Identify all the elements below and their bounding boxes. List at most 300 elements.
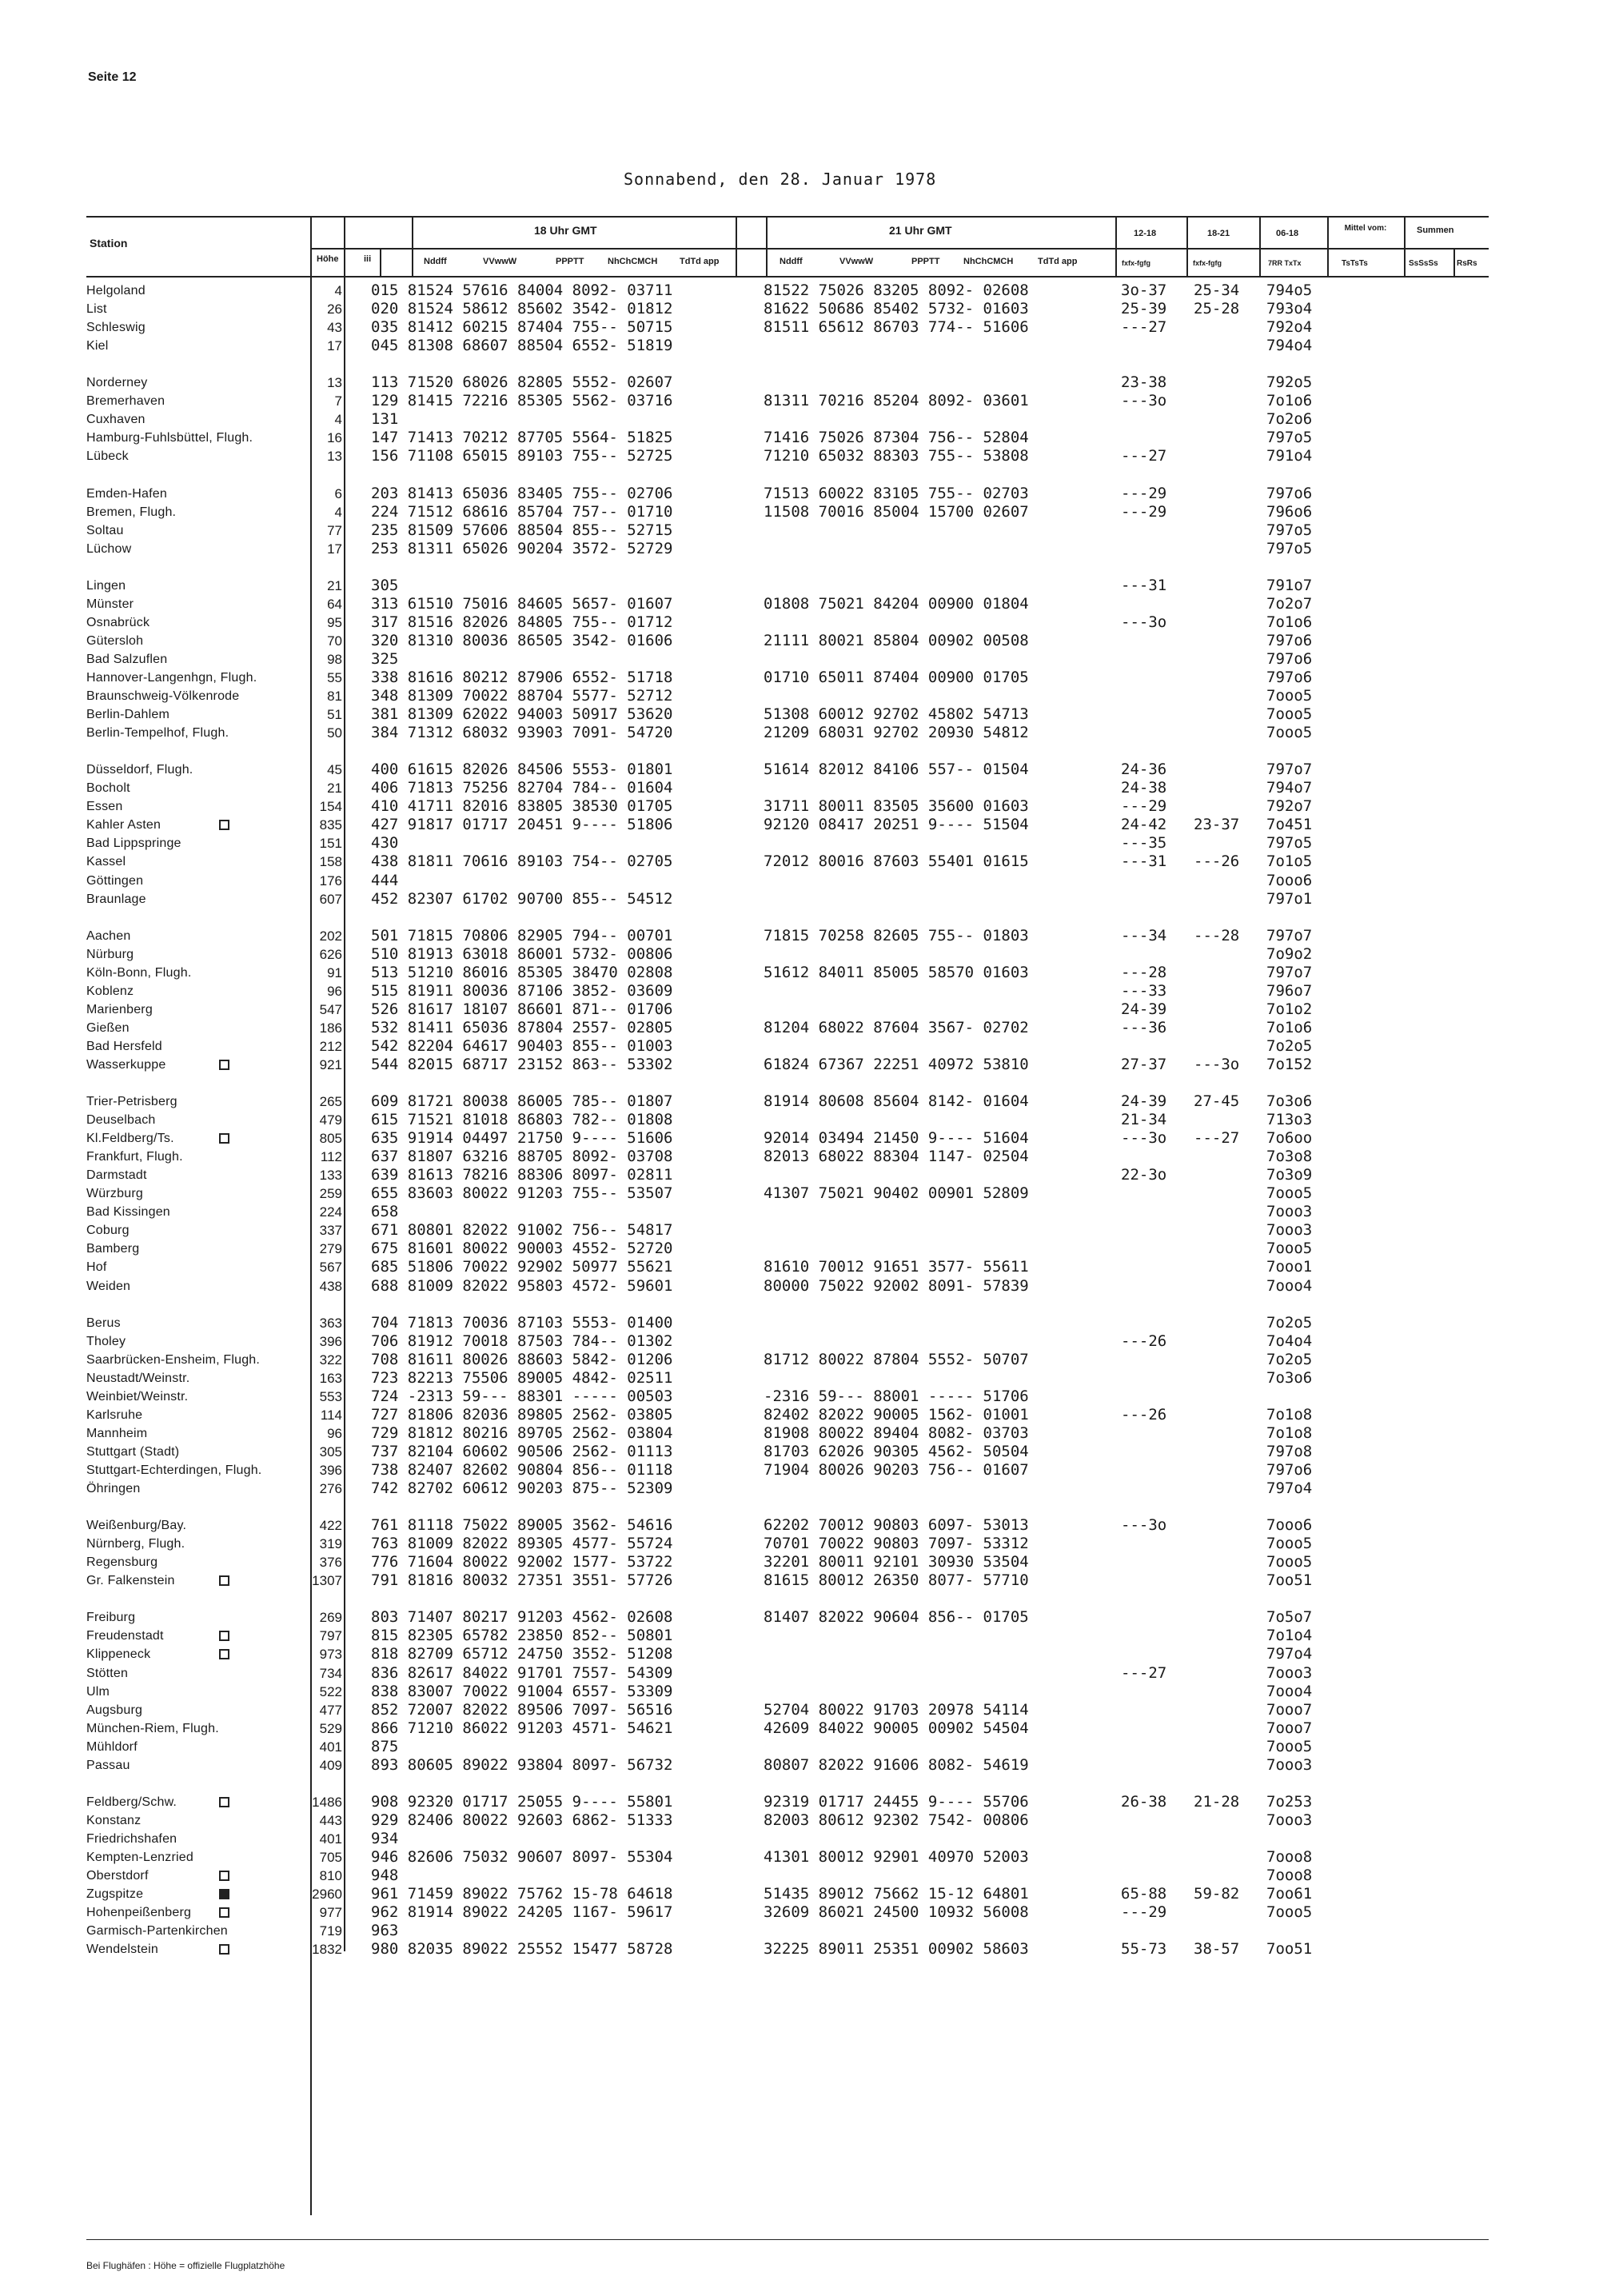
rule — [1115, 216, 1117, 276]
obs-21-gmt: 82013 68022 88304 1147- 02504 — [764, 1148, 1029, 1166]
station-height: 158 — [319, 854, 342, 870]
wind-18-21: 25-34 — [1194, 282, 1240, 299]
obs-18-gmt: 113 71520 68026 82805 5552- 02607 — [371, 373, 673, 392]
obs-21-gmt: 32201 80011 92101 30930 53504 — [764, 1553, 1029, 1571]
obs-18-gmt: 203 81413 65036 83405 755-- 02706 — [371, 484, 673, 502]
wind-12-18: ---26 — [1121, 1405, 1167, 1424]
obs-18-gmt: 224 71512 68616 85704 757-- 01710 — [371, 502, 673, 521]
wind-12-18: ---36 — [1121, 1018, 1167, 1036]
obs-18-gmt: 893 80605 89022 93804 8097- 56732 — [371, 1755, 673, 1774]
table-row — [0, 872, 1599, 890]
obs-21-gmt: 82402 82022 90005 1562- 01001 — [764, 1405, 1029, 1424]
station-height: 163 — [319, 1370, 342, 1386]
rule — [736, 216, 737, 276]
precip-temp-06-18: 7o6oo — [1266, 1129, 1313, 1148]
group-spacer — [0, 465, 1599, 484]
station-name: Stuttgart-Echterdingen, Flugh. — [86, 1463, 262, 1477]
header-iii: iii — [364, 254, 372, 264]
obs-21-gmt: 71904 80026 90203 756-- 01607 — [764, 1461, 1029, 1479]
table-row — [0, 429, 1599, 447]
wind-12-18: ---29 — [1121, 797, 1167, 816]
station-height: 2960 — [312, 1887, 342, 1903]
obs-18-gmt: 675 81601 80022 90003 4552- 52720 — [371, 1240, 673, 1258]
station-name: Gießen — [86, 1020, 130, 1035]
obs-18-gmt: 688 81009 82022 95803 4572- 59601 — [371, 1276, 673, 1295]
obs-21-gmt: 21209 68031 92702 20930 54812 — [764, 724, 1029, 742]
station-name: Freudenstadt — [86, 1629, 164, 1643]
station-height: 705 — [319, 1849, 342, 1865]
wind-12-18: 3o-37 — [1121, 282, 1167, 299]
table-row — [0, 1738, 1599, 1756]
obs-21-gmt: 82003 80612 92302 7542- 00806 — [764, 1811, 1029, 1829]
open-square-icon — [219, 1871, 229, 1881]
obs-18-gmt: 406 71813 75256 82704 784-- 01604 — [371, 779, 673, 797]
station-height: 438 — [319, 1278, 342, 1294]
open-square-icon — [219, 1907, 229, 1918]
station-name: Köln-Bonn, Flugh. — [86, 965, 192, 980]
precip-temp-06-18: 7oo51 — [1266, 1940, 1313, 1959]
obs-18-gmt: 723 82213 75506 89005 4842- 02511 — [371, 1368, 673, 1387]
precip-temp-06-18: 797o6 — [1266, 649, 1313, 668]
header-period: 12-18 — [1134, 229, 1157, 238]
table-row — [0, 632, 1599, 650]
precip-temp-06-18: 7o4o4 — [1266, 1332, 1313, 1350]
rule — [1259, 216, 1261, 276]
obs-18-gmt: 427 91817 01717 20451 9---- 51806 — [371, 816, 673, 834]
station-name: Konstanz — [86, 1813, 142, 1827]
precip-temp-06-18: 7o1o8 — [1266, 1424, 1313, 1442]
station-height: 133 — [319, 1168, 342, 1184]
station-height: 26 — [327, 301, 342, 317]
obs-21-gmt: 51612 84011 85005 58570 01603 — [764, 963, 1029, 981]
obs-18-gmt: 020 81524 58612 85602 3542- 01812 — [371, 300, 673, 318]
obs-18-gmt: 655 83603 80022 91203 755-- 53507 — [371, 1184, 673, 1203]
obs-18-gmt: 708 81611 80026 88603 5842- 01206 — [371, 1350, 673, 1368]
table-row — [0, 521, 1599, 540]
table-row — [0, 705, 1599, 724]
wind-18-21: 23-37 — [1194, 816, 1240, 834]
table-row — [0, 1111, 1599, 1129]
rule — [380, 248, 381, 276]
wind-12-18: 23-38 — [1121, 373, 1167, 392]
table-row — [0, 577, 1599, 595]
station-height: 77 — [327, 522, 342, 538]
table-row — [0, 1148, 1599, 1166]
header-col: VVwwW — [483, 257, 517, 266]
station-name: München-Riem, Flugh. — [86, 1721, 219, 1735]
station-height: 21 — [327, 577, 342, 593]
wind-12-18: 65-88 — [1121, 1885, 1167, 1903]
precip-temp-06-18: 792o7 — [1266, 797, 1313, 816]
wind-12-18: ---34 — [1121, 926, 1167, 944]
rule — [412, 216, 413, 276]
station-height: 396 — [319, 1333, 342, 1349]
obs-18-gmt: 815 82305 65782 23850 852-- 50801 — [371, 1627, 673, 1645]
station-name: Kiel — [86, 339, 109, 353]
group-spacer — [0, 1296, 1599, 1314]
table-row — [0, 927, 1599, 945]
station-height: 96 — [327, 1425, 342, 1441]
precip-temp-06-18: 7ooo3 — [1266, 1203, 1313, 1221]
obs-18-gmt: 980 82035 89022 25552 15477 58728 — [371, 1940, 673, 1959]
station-name: Berlin-Tempelhof, Flugh. — [86, 726, 229, 741]
open-square-icon — [219, 1797, 229, 1807]
obs-18-gmt: 866 71210 86022 91203 4571- 54621 — [371, 1719, 673, 1737]
station-name: Berus — [86, 1316, 121, 1330]
station-height: 4 — [334, 412, 342, 428]
obs-18-gmt: 410 41711 82016 83805 38530 01705 — [371, 797, 673, 816]
precip-temp-06-18: 7ooo8 — [1266, 1847, 1313, 1866]
obs-18-gmt: 147 71413 70212 87705 5564- 51825 — [371, 429, 673, 447]
header-col: PPPTT — [911, 257, 940, 266]
precip-temp-06-18: 796o7 — [1266, 981, 1313, 1000]
wind-12-18: ---27 — [1121, 318, 1167, 337]
station-name: Würzburg — [86, 1187, 143, 1201]
rule — [766, 216, 768, 276]
obs-21-gmt: 01710 65011 87404 00900 01705 — [764, 668, 1029, 686]
table-row — [0, 1571, 1599, 1590]
wind-12-18: 24-38 — [1121, 779, 1167, 797]
table-row — [0, 1811, 1599, 1830]
precip-temp-06-18: 7o1o6 — [1266, 1018, 1313, 1036]
obs-21-gmt: 51308 60012 92702 45802 54713 — [764, 705, 1029, 724]
precip-temp-06-18: 7o2o5 — [1266, 1036, 1313, 1055]
obs-21-gmt: 52704 80022 91703 20978 54114 — [764, 1700, 1029, 1719]
group-spacer — [0, 1498, 1599, 1516]
station-height: 202 — [319, 928, 342, 944]
station-height: 626 — [319, 946, 342, 962]
obs-18-gmt: 658 — [371, 1203, 399, 1221]
station-name: Saarbrücken-Ensheim, Flugh. — [86, 1352, 261, 1367]
station-name: Kl.Feldberg/Ts. — [86, 1132, 174, 1146]
precip-temp-06-18: 7ooo5 — [1266, 1184, 1313, 1203]
obs-21-gmt: 51435 89012 75662 15-12 64801 — [764, 1885, 1029, 1903]
precip-temp-06-18: 797o5 — [1266, 834, 1313, 853]
wind-12-18: ---35 — [1121, 834, 1167, 853]
wind-18-21: ---3o — [1194, 1055, 1240, 1073]
station-name: Lübeck — [86, 449, 129, 464]
station-name: Stötten — [86, 1666, 129, 1680]
station-name: Regensburg — [86, 1555, 158, 1570]
precip-temp-06-18: 797o4 — [1266, 1645, 1313, 1663]
station-name: Marienberg — [86, 1002, 153, 1016]
station-height: 1307 — [312, 1573, 342, 1589]
precip-temp-06-18: 791o7 — [1266, 576, 1313, 594]
obs-18-gmt: 776 71604 80022 92002 1577- 53722 — [371, 1553, 673, 1571]
station-height: 734 — [319, 1665, 342, 1681]
header-summen-sub: RsRs — [1457, 259, 1477, 268]
obs-18-gmt: 317 81516 82026 84805 755-- 01712 — [371, 613, 673, 631]
obs-18-gmt: 338 81616 80212 87906 6552- 51718 — [371, 668, 673, 686]
station-name: Nürnberg, Flugh. — [86, 1537, 185, 1551]
obs-18-gmt: 348 81309 70022 88704 5577- 52712 — [371, 687, 673, 705]
obs-18-gmt: 737 82104 60602 90506 2562- 01113 — [371, 1442, 673, 1460]
open-square-icon — [219, 1944, 229, 1955]
obs-21-gmt: 92319 01717 24455 9---- 55706 — [764, 1792, 1029, 1811]
wind-18-21: 38-57 — [1194, 1940, 1240, 1959]
station-name: Coburg — [86, 1224, 130, 1238]
table-row — [0, 595, 1599, 613]
rule — [86, 276, 1489, 278]
station-height: 422 — [319, 1518, 342, 1534]
station-height: 6 — [334, 485, 342, 501]
obs-21-gmt: 92014 03494 21450 9---- 51604 — [764, 1129, 1029, 1148]
wind-12-18: ---29 — [1121, 502, 1167, 521]
station-name: Mannheim — [86, 1426, 148, 1440]
obs-18-gmt: 706 81912 70018 87503 784-- 01302 — [371, 1332, 673, 1350]
station-name: Öhringen — [86, 1482, 141, 1496]
precip-temp-06-18: 792o4 — [1266, 318, 1313, 337]
station-height: 50 — [327, 725, 342, 741]
obs-18-gmt: 510 81913 63018 86001 5732- 00806 — [371, 944, 673, 963]
obs-21-gmt: 70701 70022 90803 7097- 53312 — [764, 1535, 1029, 1553]
station-height: 810 — [319, 1868, 342, 1884]
station-name: Koblenz — [86, 984, 134, 998]
wind-18-21: ---27 — [1194, 1129, 1240, 1148]
table-row — [0, 1683, 1599, 1701]
station-name: Bad Salzuflen — [86, 652, 168, 666]
table-row — [0, 1756, 1599, 1775]
obs-18-gmt: 325 — [371, 649, 399, 668]
table-row — [0, 1332, 1599, 1351]
obs-18-gmt: 961 71459 89022 75762 15-78 64618 — [371, 1885, 673, 1903]
precip-temp-06-18: 7o3o8 — [1266, 1148, 1313, 1166]
wind-12-18: ---27 — [1121, 1663, 1167, 1682]
group-spacer — [0, 1074, 1599, 1092]
station-name: Klippeneck — [86, 1647, 151, 1662]
station-height: 112 — [320, 1149, 342, 1165]
header-mittel: Mittel vom: — [1344, 224, 1387, 233]
wind-12-18: ---27 — [1121, 447, 1167, 465]
obs-21-gmt: 81522 75026 83205 8092- 02608 — [764, 282, 1029, 299]
obs-18-gmt: 045 81308 68607 88504 6552- 51819 — [371, 337, 673, 355]
bottom-rule — [86, 2239, 1489, 2240]
table-row — [0, 797, 1599, 816]
obs-18-gmt: 948 — [371, 1867, 399, 1885]
obs-21-gmt: 21111 80021 85804 00902 00508 — [764, 631, 1029, 649]
table-row — [0, 1443, 1599, 1461]
header-period-sub: fxfx-fgfg — [1122, 259, 1150, 267]
station-name: Wasserkuppe — [86, 1057, 166, 1072]
table-row — [0, 300, 1599, 318]
precip-temp-06-18: 797o6 — [1266, 1461, 1313, 1479]
precip-temp-06-18: 7ooo3 — [1266, 1811, 1313, 1829]
table-row — [0, 1351, 1599, 1369]
table-row — [0, 1369, 1599, 1388]
obs-18-gmt: 615 71521 81018 86803 782-- 01808 — [371, 1111, 673, 1129]
station-height: 259 — [319, 1186, 342, 1202]
obs-18-gmt: 704 71813 70036 87103 5553- 01400 — [371, 1313, 673, 1332]
obs-18-gmt: 742 82702 60612 90203 875-- 52309 — [371, 1479, 673, 1498]
header-station: Station — [90, 237, 128, 250]
page-number: Seite 12 — [88, 70, 137, 84]
precip-temp-06-18: 791o4 — [1266, 447, 1313, 465]
station-height: 4 — [334, 504, 342, 520]
wind-12-18: ---3o — [1121, 613, 1167, 631]
precip-temp-06-18: 797o4 — [1266, 1479, 1313, 1498]
precip-temp-06-18: 7ooo3 — [1266, 1663, 1313, 1682]
precip-temp-06-18: 7o1o6 — [1266, 613, 1313, 631]
obs-18-gmt: 542 82204 64617 90403 855-- 01003 — [371, 1036, 673, 1055]
table-row — [0, 1645, 1599, 1663]
table-row — [0, 503, 1599, 521]
group-spacer — [0, 355, 1599, 373]
station-height: 797 — [319, 1628, 342, 1644]
wind-18-21: 59-82 — [1194, 1885, 1240, 1903]
station-name: Lingen — [86, 578, 126, 593]
precip-temp-06-18: 7o2o5 — [1266, 1313, 1313, 1332]
precip-temp-06-18: 7ooo6 — [1266, 871, 1313, 889]
group-spacer — [0, 908, 1599, 927]
table-row — [0, 1184, 1599, 1203]
station-name: Hof — [86, 1260, 107, 1275]
header-col: TdTd app — [1038, 257, 1078, 266]
wind-12-18: ---29 — [1121, 1903, 1167, 1922]
table-row — [0, 613, 1599, 632]
wind-18-21: ---28 — [1194, 926, 1240, 944]
table-row — [0, 1092, 1599, 1111]
station-height: 276 — [319, 1481, 342, 1497]
table-row — [0, 1277, 1599, 1296]
station-name: List — [86, 302, 107, 317]
table-row — [0, 1848, 1599, 1867]
obs-18-gmt: 129 81415 72216 85305 5562- 03716 — [371, 392, 673, 410]
wind-12-18: ---3o — [1121, 1516, 1167, 1535]
rule — [1404, 216, 1406, 276]
station-height: 55 — [327, 669, 342, 685]
station-height: 98 — [327, 651, 342, 667]
obs-18-gmt: 235 81509 57606 88504 855-- 52715 — [371, 521, 673, 539]
precip-temp-06-18: 7o3o6 — [1266, 1092, 1313, 1111]
open-square-icon — [219, 1575, 229, 1586]
station-name: Bamberg — [86, 1242, 140, 1256]
station-height: 322 — [319, 1352, 342, 1368]
station-name: Braunschweig-Völkenrode — [86, 689, 240, 704]
obs-18-gmt: 934 — [371, 1829, 399, 1847]
table-row — [0, 853, 1599, 871]
precip-temp-06-18: 7o451 — [1266, 816, 1313, 834]
station-height: 376 — [319, 1555, 342, 1571]
table-row — [0, 1793, 1599, 1811]
obs-18-gmt: 685 51806 70022 92902 50977 55621 — [371, 1258, 673, 1276]
obs-18-gmt: 929 82406 80022 92603 6862- 51333 — [371, 1811, 673, 1829]
footnote: Bei Flughäfen : Höhe = offizielle Flugplatzhöhe — [86, 2260, 285, 2271]
station-name: Augsburg — [86, 1703, 143, 1717]
station-name: Kassel — [86, 855, 126, 869]
obs-18-gmt: 532 81411 65036 87804 2557- 02805 — [371, 1018, 673, 1036]
table-row — [0, 890, 1599, 908]
station-height: 279 — [319, 1241, 342, 1257]
precip-temp-06-18: 797o7 — [1266, 761, 1313, 779]
precip-temp-06-18: 7o3o6 — [1266, 1368, 1313, 1387]
precip-temp-06-18: 797o5 — [1266, 429, 1313, 447]
station-name: Bremen, Flugh. — [86, 505, 177, 519]
station-name: Cuxhaven — [86, 413, 146, 427]
station-name: Zugspitze — [86, 1887, 144, 1902]
obs-18-gmt: 253 81311 65026 90204 3572- 52729 — [371, 539, 673, 557]
table-row — [0, 1608, 1599, 1627]
obs-21-gmt: 81610 70012 91651 3577- 55611 — [764, 1258, 1029, 1276]
precip-temp-06-18: 797o6 — [1266, 668, 1313, 686]
station-height: 4 — [334, 283, 342, 298]
table-row — [0, 724, 1599, 742]
table-row — [0, 669, 1599, 687]
obs-21-gmt: 62202 70012 90803 6097- 53013 — [764, 1516, 1029, 1535]
station-height: 835 — [319, 817, 342, 833]
precip-temp-06-18: 796o6 — [1266, 502, 1313, 521]
group-spacer — [0, 742, 1599, 761]
wind-12-18: ---28 — [1121, 963, 1167, 981]
table-row — [0, 1830, 1599, 1848]
station-height: 91 — [327, 964, 342, 980]
obs-18-gmt: 526 81617 18107 86601 871-- 01706 — [371, 1000, 673, 1018]
open-square-icon — [219, 820, 229, 830]
wind-18-21: ---26 — [1194, 853, 1240, 871]
open-square-icon — [219, 1649, 229, 1659]
obs-18-gmt: 724 -2313 59--- 88301 ----- 00503 — [371, 1387, 673, 1405]
station-height: 409 — [319, 1757, 342, 1773]
station-height: 64 — [327, 596, 342, 612]
wind-12-18: 21-34 — [1121, 1111, 1167, 1129]
obs-18-gmt: 729 81812 80216 89705 2562- 03804 — [371, 1424, 673, 1442]
station-height: 479 — [319, 1112, 342, 1128]
table-row — [0, 540, 1599, 558]
station-name: Darmstadt — [86, 1168, 147, 1183]
station-name: Hannover-Langenhgn, Flugh. — [86, 670, 257, 685]
obs-18-gmt: 400 61615 82026 84506 5553- 01801 — [371, 761, 673, 779]
station-name: Trier-Petrisberg — [86, 1095, 177, 1109]
obs-21-gmt: 71210 65032 88303 755-- 53808 — [764, 447, 1029, 465]
rule — [310, 248, 1489, 250]
station-name: Hamburg-Fuhlsbüttel, Flugh. — [86, 431, 253, 445]
station-height: 337 — [319, 1223, 342, 1239]
station-name: Essen — [86, 800, 123, 814]
station-name: Göttingen — [86, 873, 144, 888]
wind-18-21: 25-28 — [1194, 300, 1240, 318]
precip-temp-06-18: 713o3 — [1266, 1111, 1313, 1129]
station-name: Soltau — [86, 523, 124, 537]
table-row — [0, 687, 1599, 705]
obs-21-gmt: 81311 70216 85204 8092- 03601 — [764, 392, 1029, 410]
header-col: PPPTT — [556, 257, 584, 266]
obs-18-gmt: 015 81524 57616 84004 8092- 03711 — [371, 282, 673, 299]
table-row — [0, 964, 1599, 982]
station-height: 977 — [319, 1905, 342, 1921]
table-row — [0, 1922, 1599, 1940]
wind-12-18: ---29 — [1121, 484, 1167, 502]
station-height: 921 — [319, 1056, 342, 1072]
station-name: Gr. Falkenstein — [86, 1574, 175, 1588]
obs-21-gmt: 71513 60022 83105 755-- 02703 — [764, 484, 1029, 502]
open-square-icon — [219, 1060, 229, 1070]
table-row — [0, 1019, 1599, 1037]
station-name: Tholey — [86, 1334, 126, 1348]
station-height: 401 — [319, 1831, 342, 1847]
obs-21-gmt: 81622 50686 85402 5732- 01603 — [764, 300, 1029, 318]
precip-temp-06-18: 792o5 — [1266, 373, 1313, 392]
header-summen-sub: SsSsSs — [1409, 259, 1438, 268]
obs-21-gmt: 81908 80022 89404 8082- 03703 — [764, 1424, 1029, 1442]
station-height: 319 — [319, 1536, 342, 1552]
precip-temp-06-18: 7o1o6 — [1266, 392, 1313, 410]
obs-18-gmt: 515 81911 80036 87106 3852- 03609 — [371, 981, 673, 1000]
precip-temp-06-18: 794o5 — [1266, 282, 1313, 299]
station-name: Garmisch-Partenkirchen — [86, 1924, 228, 1939]
wind-12-18: 24-36 — [1121, 761, 1167, 779]
precip-temp-06-18: 7ooo3 — [1266, 1221, 1313, 1240]
precip-temp-06-18: 7ooo5 — [1266, 1903, 1313, 1922]
header-col: TdTd app — [680, 257, 720, 266]
